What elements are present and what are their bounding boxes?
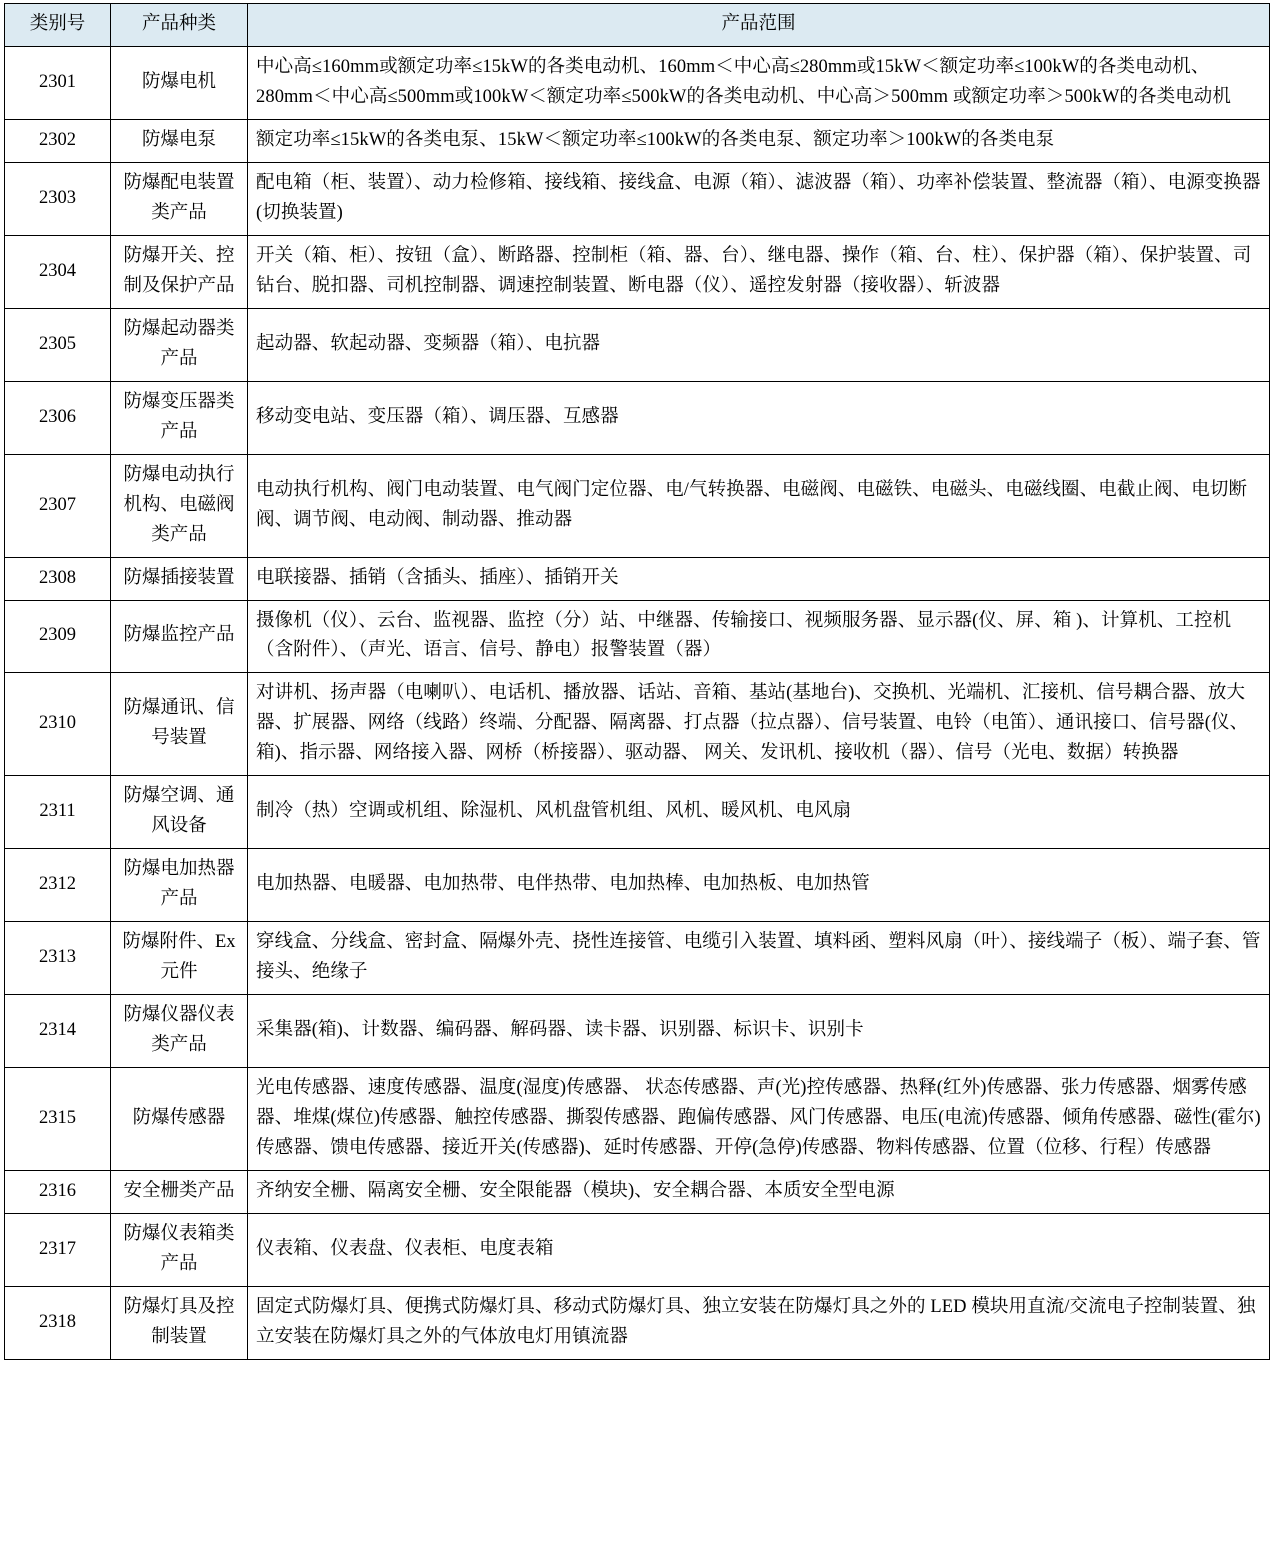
column-header-product-kind: 产品种类: [111, 4, 248, 47]
cell-product-scope: 开关（箱、柜）、按钮（盒）、断路器、控制柜（箱、器、台）、继电器、操作（箱、台、柱）、保护器（箱）、保护装置、司钻台、脱扣器、司机控制器、调速控制装置、断电器（仪）、遥控发射器（接收器）、斩波器: [248, 235, 1270, 308]
table-row: [5, 119, 1270, 162]
cell-product-scope: 采集器(箱)、计数器、编码器、解码器、读卡器、识别器、标识卡、识别卡: [248, 995, 1270, 1068]
cell-product-scope: 电动执行机构、阀门电动装置、电气阀门定位器、电/气转换器、电磁阀、电磁铁、电磁头、电磁线圈、电截止阀、电切断阀、调节阀、电动阀、制动器、推动器: [248, 454, 1270, 557]
cell-category-no: 2309: [5, 600, 111, 673]
table-header-row: [5, 4, 1270, 47]
cell-product-kind: 防爆插接装置: [111, 557, 248, 600]
table-row: [5, 995, 1270, 1068]
cell-product-scope: 穿线盒、分线盒、密封盒、隔爆外壳、挠性连接管、电缆引入装置、填料函、塑料风扇（叶）、接线端子（板）、端子套、管接头、绝缘子: [248, 922, 1270, 995]
cell-category-no: 2302: [5, 119, 111, 162]
document-page: [0, 3, 1273, 1360]
product-category-table: [4, 3, 1270, 1360]
cell-product-scope: 仪表箱、仪表盘、仪表柜、电度表箱: [248, 1213, 1270, 1286]
table-row: [5, 673, 1270, 776]
table-row: [5, 1068, 1270, 1171]
cell-product-kind: 防爆通讯、信号装置: [111, 673, 248, 776]
cell-product-scope: 对讲机、扬声器（电喇叭）、电话机、播放器、话站、音箱、基站(基地台)、交换机、光端机、汇接机、信号耦合器、放大器、扩展器、网络（线路）终端、分配器、隔离器、打点器（拉点器）、信号装置、电铃（电笛）、通讯接口、信号器(仪、箱)、指示器、网络接入器、网桥（桥接器）、驱动器、 网关、发讯机、接收机（器）、信号（光电、数据）转换器: [248, 673, 1270, 776]
table-row: [5, 308, 1270, 381]
table-row: [5, 1171, 1270, 1214]
cell-product-scope: 制冷（热）空调或机组、除湿机、风机盘管机组、风机、暖风机、电风扇: [248, 776, 1270, 849]
cell-product-kind: 防爆仪器仪表类产品: [111, 995, 248, 1068]
column-header-category-no: 类别号: [5, 4, 111, 47]
cell-product-kind: 防爆仪表箱类产品: [111, 1213, 248, 1286]
table-row: [5, 922, 1270, 995]
cell-product-scope: 起动器、软起动器、变频器（箱）、电抗器: [248, 308, 1270, 381]
cell-category-no: 2303: [5, 162, 111, 235]
table-row: [5, 1213, 1270, 1286]
cell-category-no: 2305: [5, 308, 111, 381]
cell-product-kind: 防爆电泵: [111, 119, 248, 162]
cell-product-scope: 电联接器、插销（含插头、插座）、插销开关: [248, 557, 1270, 600]
cell-product-scope: 齐纳安全栅、隔离安全栅、安全限能器（模块)、安全耦合器、本质安全型电源: [248, 1171, 1270, 1214]
cell-product-kind: 防爆电动执行机构、电磁阀类产品: [111, 454, 248, 557]
cell-category-no: 2304: [5, 235, 111, 308]
cell-product-kind: 防爆配电装置类产品: [111, 162, 248, 235]
cell-category-no: 2306: [5, 381, 111, 454]
table-row: [5, 776, 1270, 849]
table-row: [5, 381, 1270, 454]
cell-category-no: 2301: [5, 46, 111, 119]
cell-category-no: 2312: [5, 849, 111, 922]
column-header-product-scope: 产品范围: [248, 4, 1270, 47]
cell-product-kind: 防爆变压器类产品: [111, 381, 248, 454]
cell-product-kind: 防爆开关、控制及保护产品: [111, 235, 248, 308]
table-row: [5, 454, 1270, 557]
cell-category-no: 2311: [5, 776, 111, 849]
cell-category-no: 2318: [5, 1286, 111, 1359]
table-row: [5, 235, 1270, 308]
table-header: [5, 4, 1270, 47]
table-row: [5, 46, 1270, 119]
cell-category-no: 2310: [5, 673, 111, 776]
cell-product-kind: 安全栅类产品: [111, 1171, 248, 1214]
cell-product-kind: 防爆空调、通风设备: [111, 776, 248, 849]
cell-product-kind: 防爆灯具及控制装置: [111, 1286, 248, 1359]
cell-product-kind: 防爆监控产品: [111, 600, 248, 673]
cell-category-no: 2315: [5, 1068, 111, 1171]
table-body: [5, 46, 1270, 1359]
table-row: [5, 162, 1270, 235]
cell-category-no: 2317: [5, 1213, 111, 1286]
cell-product-kind: 防爆电机: [111, 46, 248, 119]
cell-product-scope: 固定式防爆灯具、便携式防爆灯具、移动式防爆灯具、独立安装在防爆灯具之外的 LED 模块用直流/交流电子控制装置、独立安装在防爆灯具之外的气体放电灯用镇流器: [248, 1286, 1270, 1359]
cell-product-scope: 移动变电站、变压器（箱）、调压器、互感器: [248, 381, 1270, 454]
cell-product-kind: 防爆起动器类产品: [111, 308, 248, 381]
cell-category-no: 2316: [5, 1171, 111, 1214]
cell-product-scope: 额定功率≤15kW的各类电泵、15kW＜额定功率≤100kW的各类电泵、额定功率＞100kW的各类电泵: [248, 119, 1270, 162]
table-row: [5, 600, 1270, 673]
cell-product-scope: 中心高≤160mm或额定功率≤15kW的各类电动机、160mm＜中心高≤280mm或15kW＜额定功率≤100kW的各类电动机、280mm＜中心高≤500mm或100kW＜额定功率≤500kW的各类电动机、中心高＞500mm 或额定功率＞500kW的各类电动机: [248, 46, 1270, 119]
cell-category-no: 2313: [5, 922, 111, 995]
cell-product-scope: 电加热器、电暖器、电加热带、电伴热带、电加热棒、电加热板、电加热管: [248, 849, 1270, 922]
cell-product-scope: 配电箱（柜、装置）、动力检修箱、接线箱、接线盒、电源（箱）、滤波器（箱）、功率补偿装置、整流器（箱）、电源变换器(切换装置): [248, 162, 1270, 235]
cell-product-kind: 防爆电加热器产品: [111, 849, 248, 922]
cell-category-no: 2308: [5, 557, 111, 600]
table-row: [5, 1286, 1270, 1359]
cell-product-kind: 防爆附件、Ex元件: [111, 922, 248, 995]
cell-category-no: 2307: [5, 454, 111, 557]
cell-product-kind: 防爆传感器: [111, 1068, 248, 1171]
cell-category-no: 2314: [5, 995, 111, 1068]
table-row: [5, 849, 1270, 922]
table-row: [5, 557, 1270, 600]
cell-product-scope: 光电传感器、速度传感器、温度(湿度)传感器、 状态传感器、声(光)控传感器、热释(红外)传感器、张力传感器、烟雾传感器、堆煤(煤位)传感器、触控传感器、撕裂传感器、跑偏传感器、风门传感器、电压(电流)传感器、倾角传感器、磁性(霍尔)传感器、馈电传感器、接近开关(传感器)、延时传感器、开停(急停)传感器、物料传感器、位置（位移、行程）传感器: [248, 1068, 1270, 1171]
cell-product-scope: 摄像机（仪）、云台、监视器、监控（分）站、中继器、传输接口、视频服务器、显示器(仪、屏、箱 )、计算机、工控机（含附件）、（声光、语言、信号、静电）报警装置（器）: [248, 600, 1270, 673]
